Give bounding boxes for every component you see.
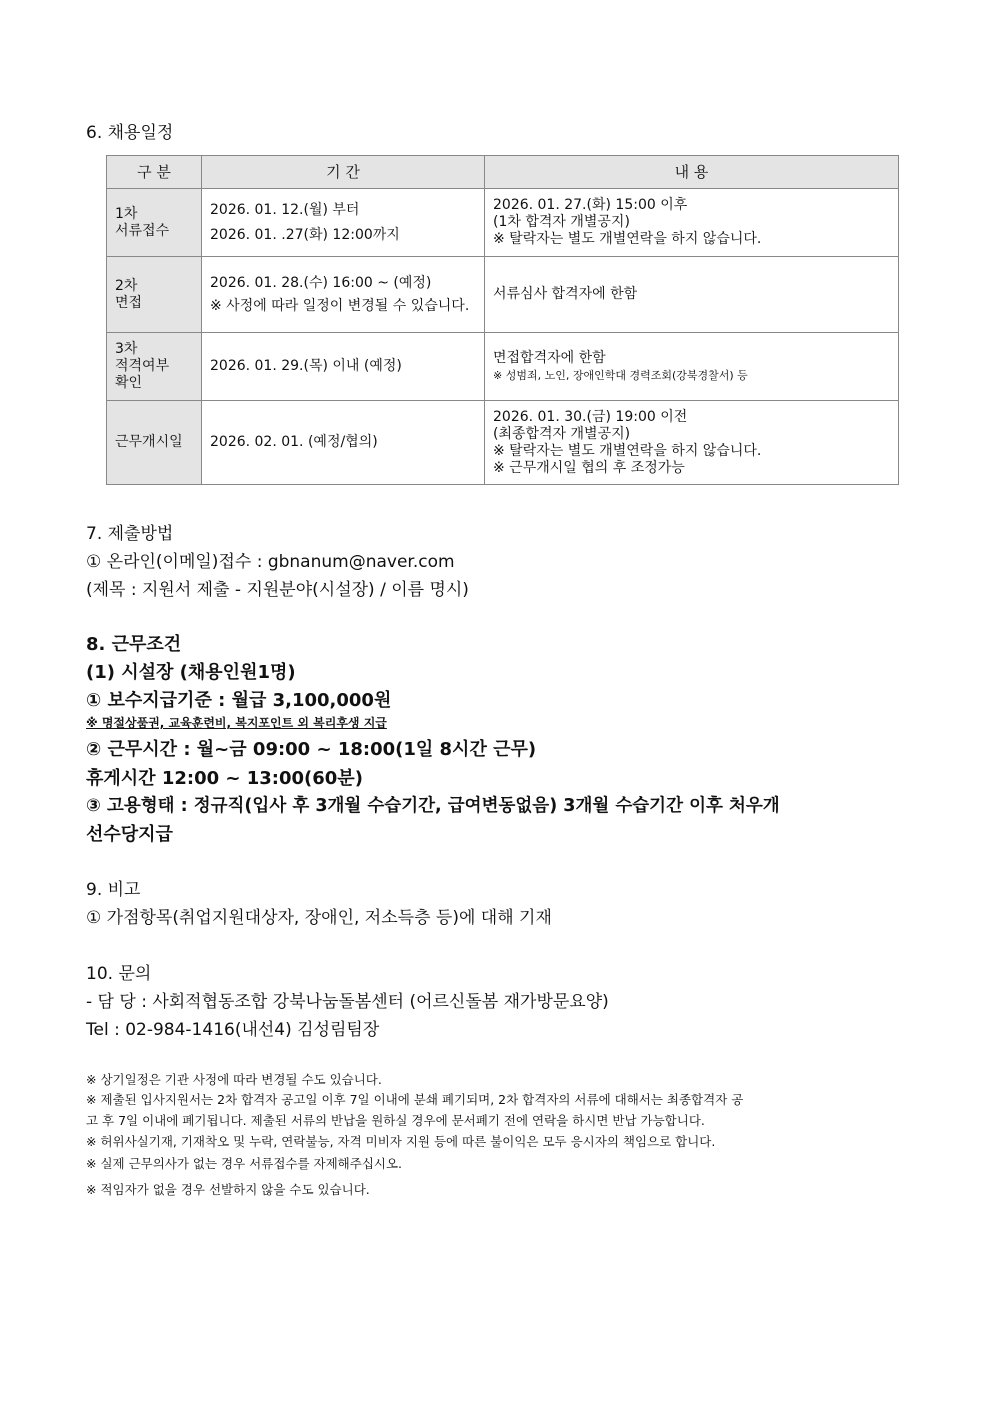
table-row <box>107 189 899 257</box>
section-10-title: 10. 문의 <box>86 964 152 984</box>
content-line: ※ 탈락자는 별도 개별연락을 하지 않습니다. <box>493 442 762 459</box>
row-content <box>485 401 899 485</box>
footnote: ※ 상기일정은 기관 사정에 따라 변경될 수도 있습니다. <box>86 1072 382 1087</box>
pay-note: ※ 명절상품권, 교육훈련비, 복지포인트 외 복리후생 지급 <box>86 716 387 730</box>
row-period <box>202 401 485 485</box>
section-9-title: 9. 비고 <box>86 880 141 900</box>
row-label <box>107 189 202 257</box>
footnote: ※ 적임자가 없을 경우 선발하지 않을 수도 있습니다. <box>86 1182 370 1197</box>
subject-line: (제목 : 지원서 제출 - 지원분야(시설장) / 이름 명시) <box>86 580 469 600</box>
section-7-title: 7. 제출방법 <box>86 524 174 544</box>
row-content <box>485 189 899 257</box>
pay-line: ① 보수지급기준 : 월급 3,100,000원 <box>86 690 392 711</box>
content-line: 2026. 01. 27.(화) 15:00 이후 <box>493 197 688 213</box>
content-note: ※ 성범죄, 노인, 장애인학대 경력조회(강북경찰서) 등 <box>493 368 748 382</box>
row-period <box>202 257 485 333</box>
content-line: ※ 근무개시일 협의 후 조정가능 <box>493 459 685 476</box>
section-6-title: 6. 채용일정 <box>86 123 174 143</box>
content-line: 면접합격자에 한함 <box>493 349 606 366</box>
employment-type-line: ③ 고용형태 : 정규직(입사 후 3개월 수습기간, 급여변동없음) 3개월 수습기간 이후 처우개 <box>86 796 780 816</box>
row-period <box>202 189 485 257</box>
content-line: (최종합격자 개별공지) <box>493 425 631 442</box>
remarks-line: ① 가점항목(취업지원대상자, 장애인, 저소득층 등)에 대해 기재 <box>86 908 552 928</box>
table-header-row <box>107 156 899 189</box>
row-period <box>202 333 485 401</box>
period-line: 2026. 01. 12.(월) 부터 <box>210 201 360 218</box>
header-content: 내 용 <box>485 156 899 189</box>
row-label: 3차 적격여부 확인 <box>107 333 202 401</box>
table-row <box>107 401 899 485</box>
period-line: 2026. 01. 28.(수) 16:00 ~ (예정) <box>210 274 432 291</box>
table-row <box>107 333 899 401</box>
schedule-table <box>106 155 899 485</box>
rest-line: 휴게시간 12:00 ~ 13:00(60분) <box>86 768 363 789</box>
period-line: 2026. 01. .27(화) 12:00까지 <box>210 226 400 243</box>
content-line: 서류심사 합격자에 한함 <box>493 286 638 302</box>
row-label-line: 1차 <box>115 205 138 222</box>
footnote: ※ 실제 근무의사가 없는 경우 서류접수를 자제해주십시오. <box>86 1156 403 1171</box>
period-line: ※ 사정에 따라 일정이 변경될 수 있습니다. <box>210 297 470 314</box>
row-label-line: 서류접수 <box>115 222 170 239</box>
contact-line: - 담 당 : 사회적협동조합 강북나눔돌봄센터 (어르신돌봄 재가방문요양) <box>86 992 609 1012</box>
table-row <box>107 257 899 333</box>
period-line: 2026. 01. 29.(목) 이내 (예정) <box>210 358 402 374</box>
row-content <box>485 333 899 401</box>
section-8-title: 8. 근무조건 <box>86 634 182 655</box>
header-category: 구 분 <box>107 156 202 189</box>
content-line: ※ 탈락자는 별도 개별연락을 하지 않습니다. <box>493 231 762 247</box>
header-period: 기 간 <box>202 156 485 189</box>
phone-line: Tel : 02-984-1416(내선4) 김성림팀장 <box>86 1020 380 1040</box>
footnote: ※ 제출된 입사지원서는 2차 합격자 공고일 이후 7일 이내에 분쇄 폐기되며, 2차 합격자의 서류에 대해서는 최종합격자 공 <box>86 1092 744 1107</box>
row-label: 2차 면접 <box>107 257 202 333</box>
employment-type-line-2: 선수당지급 <box>86 824 173 845</box>
position-line: (1) 시설장 (채용인원1명) <box>86 662 296 683</box>
content-line: (1차 합격자 개별공지) <box>493 214 630 230</box>
footnote: ※ 허위사실기재, 기재착오 및 누락, 연락불능, 자격 미비자 지원 등에 따른 불이익은 모두 응시자의 책임으로 합니다. <box>86 1134 716 1149</box>
footnote: 고 후 7일 이내에 폐기됩니다. 제출된 서류의 반납을 원하실 경우에 문서폐기 전에 연락을 하시면 반납 가능합니다. <box>86 1113 705 1128</box>
row-content <box>485 257 899 333</box>
row-label: 근무개시일 <box>107 401 202 485</box>
period-line: 2026. 02. 01. (예정/협의) <box>210 434 378 450</box>
email-line: ① 온라인(이메일)접수 : gbnanum@naver.com <box>86 552 455 572</box>
content-line: 2026. 01. 30.(금) 19:00 이전 <box>493 408 688 425</box>
hours-line: ② 근무시간 : 월~금 09:00 ~ 18:00(1일 8시간 근무) <box>86 739 537 760</box>
